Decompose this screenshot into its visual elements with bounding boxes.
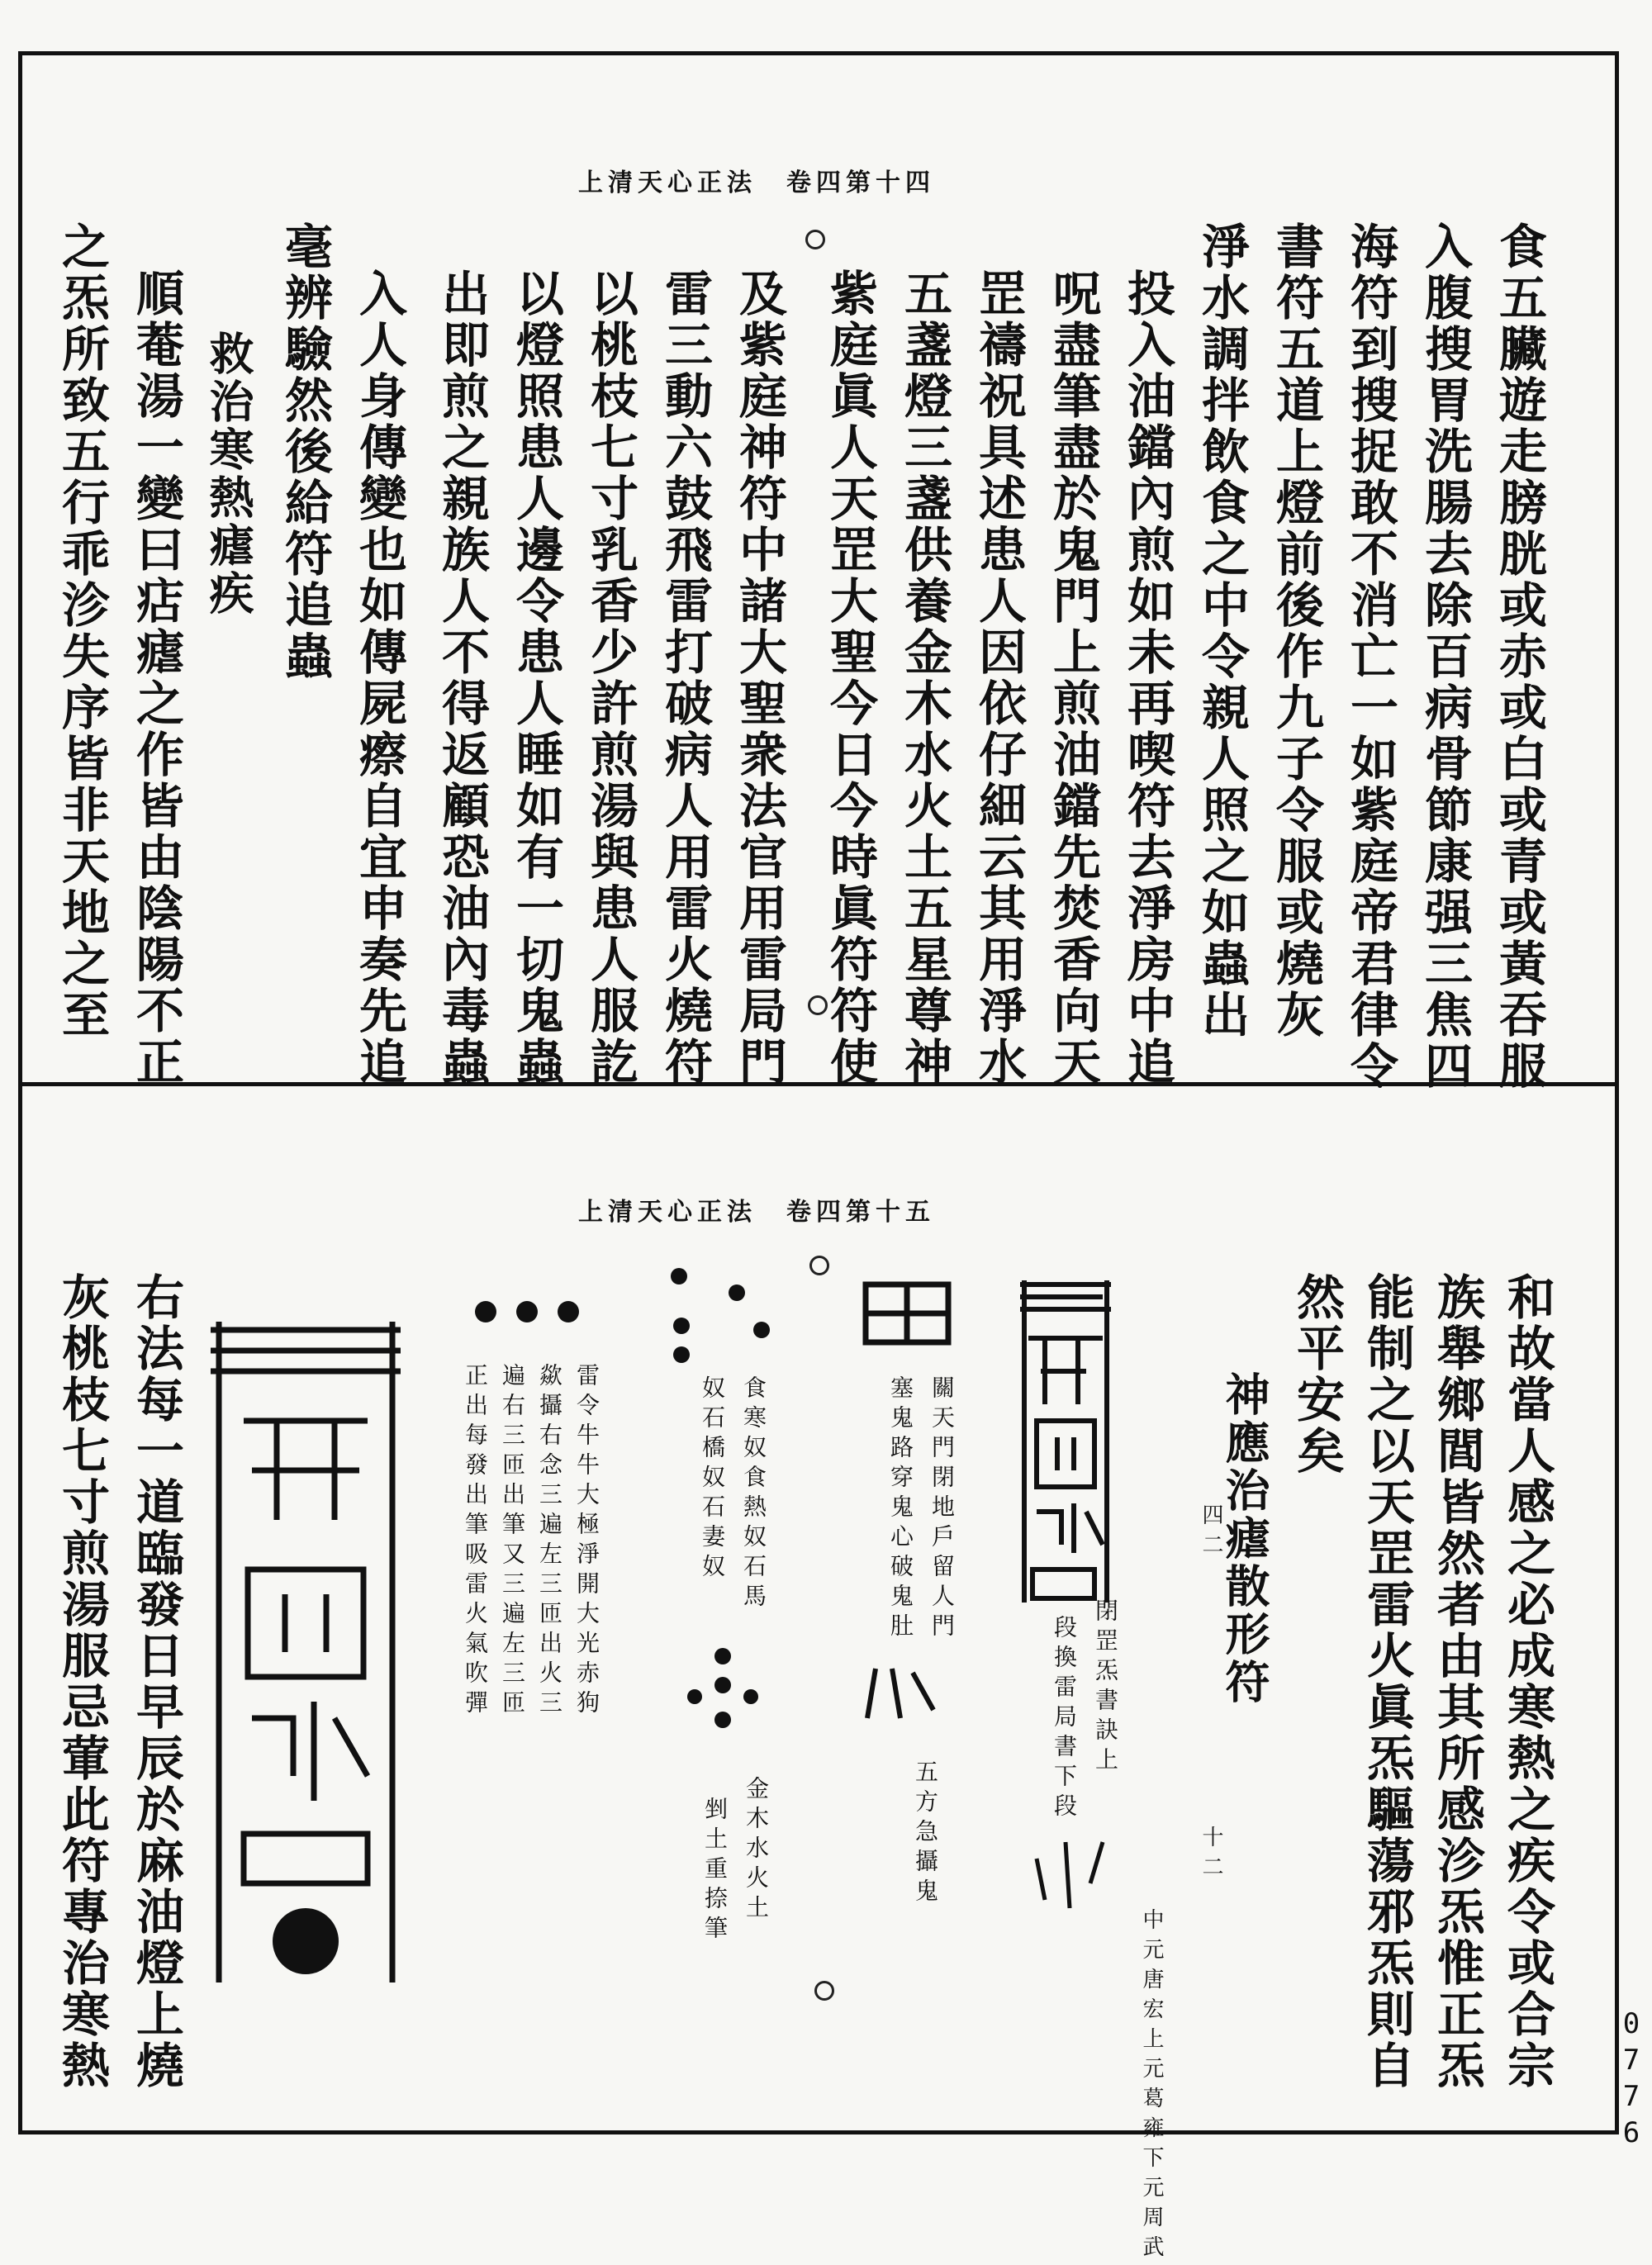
talisman1-caption-2: 段換雷局書下段 <box>1051 1615 1078 1823</box>
dot <box>753 1322 770 1338</box>
punctuation-circle <box>809 1256 829 1275</box>
bottom-page-header: 上清天心正法 卷四第十五 <box>578 1198 935 1227</box>
dot <box>714 1677 731 1693</box>
talisman-glyph-1 <box>1012 1272 1119 1611</box>
top-column-7: 呪盡筆盡於鬼門上煎油鐺先焚香向天 <box>1045 268 1101 1088</box>
talisman2-strokes <box>855 1660 946 1726</box>
dot <box>671 1268 687 1284</box>
drop-mark <box>516 1301 538 1322</box>
bottom-section-title: 神應治瘧散形符 <box>1218 1371 1271 1707</box>
bottom-column-1: 和故當人感之必成寒熱之疾令或合宗 <box>1499 1272 1555 2092</box>
top-column-3: 海符到搜捉敢不消亡一如紫庭帝君律令 <box>1342 221 1398 1092</box>
top-column-15: 出即煎之親族人不得返顧恐油內毒蟲 <box>434 268 490 1088</box>
top-column-12: 雷三動六鼓飛雷打破病人用雷火燒符 <box>657 268 713 1088</box>
top-page-header: 上清天心正法 卷四第十四 <box>578 169 935 197</box>
drops-caption-2: 歘攝右念三遍左三匝出火三 <box>536 1363 563 1720</box>
drops-caption-4: 正出每發出筆吸雷火氣吹彈 <box>462 1363 489 1720</box>
bottom-column-2: 族舉鄉閭皆然者由其所感沴炁惟正炁 <box>1429 1272 1485 2092</box>
dot <box>673 1346 690 1363</box>
talisman1-sub-line-1: 中元唐宏上元葛雍下元周武 <box>1139 1908 1164 2265</box>
dot <box>714 1712 731 1728</box>
top-column-13: 以桃枝七寸乳香少許煎湯與患人服訖 <box>582 268 638 1088</box>
top-column-1: 食五臟遊走膀胱或赤或白或青或黃吞服 <box>1491 221 1547 1092</box>
bottom-column-4: 然平安矣 <box>1289 1272 1345 1477</box>
bottom-column-3: 能制之以天罡雷火眞炁驅蕩邪炁則自 <box>1359 1272 1415 2092</box>
top-column-4: 書符五道上燈前後作九子令服或燒灰 <box>1268 221 1324 1041</box>
top-column-5: 淨水調拌飲食之中令親人照之如蟲出 <box>1194 221 1250 1041</box>
top-column-2: 入腹搜胃洗腸去除百病骨節康强三焦四 <box>1417 221 1473 1092</box>
top-column-18-section-title: 救治寒熱瘧疾 <box>202 330 255 618</box>
dots-sub: 金木水火土 <box>743 1776 770 1925</box>
drop-mark <box>558 1301 579 1322</box>
drops-caption-1: 雷令牛牛大極淨開大光赤狗 <box>573 1363 601 1720</box>
punctuation-circle <box>814 1981 834 2001</box>
dots-caption: 食寒奴食熱奴石馬 <box>740 1375 767 1613</box>
drops-caption-3: 遍右三匝出筆又三遍左三匝 <box>499 1363 526 1720</box>
dot <box>729 1284 745 1301</box>
top-column-17: 毫辨驗然後給符追蟲 <box>277 221 333 682</box>
top-column-6: 投入油鐺內煎如未再喫符去淨房中追 <box>1119 268 1175 1088</box>
bottom-final-column-2: 灰桃枝七寸煎湯服忌葷此符專治寒熱 <box>54 1272 110 2092</box>
punctuation-circle <box>805 230 825 249</box>
bottom-note-a: 四二 <box>1199 1503 1223 1563</box>
dots-sub-2: 剉土重捺筆 <box>701 1797 729 1945</box>
top-column-14: 以燈照患人邊令患人睡如有一切鬼蟲 <box>508 268 564 1088</box>
top-column-10: 紫庭眞人天罡大聖今日今時眞符符使 <box>822 268 878 1088</box>
dot <box>687 1689 702 1704</box>
page-number: 0776 <box>1615 2007 1648 2153</box>
top-column-16: 入人身傳變也如傳屍瘵自宜申奏先追 <box>351 268 407 1088</box>
dot <box>743 1689 758 1704</box>
dot <box>673 1318 690 1334</box>
bottom-note-b: 十二 <box>1199 1826 1223 1885</box>
dot <box>714 1648 731 1664</box>
drop-mark <box>475 1301 496 1322</box>
talisman2-sub: 五方急攝鬼 <box>912 1759 939 1908</box>
talisman2-caption: 關天門閉地戶留人門 <box>928 1375 956 1643</box>
talisman1-caption: 閉罡炁書訣上 <box>1092 1598 1119 1777</box>
punctuation-circle <box>808 995 828 1015</box>
talisman-glyph-large <box>202 1305 409 1991</box>
top-column-20: 之炁所致五行乖沴失序皆非天地之至 <box>54 221 110 1041</box>
bottom-final-column-1: 右法每一道臨發日早辰於麻油燈上燒 <box>128 1272 184 2092</box>
dots-caption-2: 奴石橋奴石妻奴 <box>699 1375 726 1584</box>
top-column-9: 五盞燈三盞供養金木水火土五星尊神 <box>896 268 952 1088</box>
top-column-8: 罡禱祝具述患人因依仔細云其用淨水 <box>971 268 1027 1088</box>
top-column-19: 順菴湯一變曰痁瘧之作皆由陰陽不正 <box>128 268 184 1088</box>
talisman2-caption-2: 塞鬼路穿鬼心破鬼肚 <box>887 1375 914 1643</box>
talisman-glyph-2 <box>857 1276 957 1351</box>
top-column-11: 及紫庭神符中諸大聖衆法官用雷局門 <box>731 268 787 1088</box>
